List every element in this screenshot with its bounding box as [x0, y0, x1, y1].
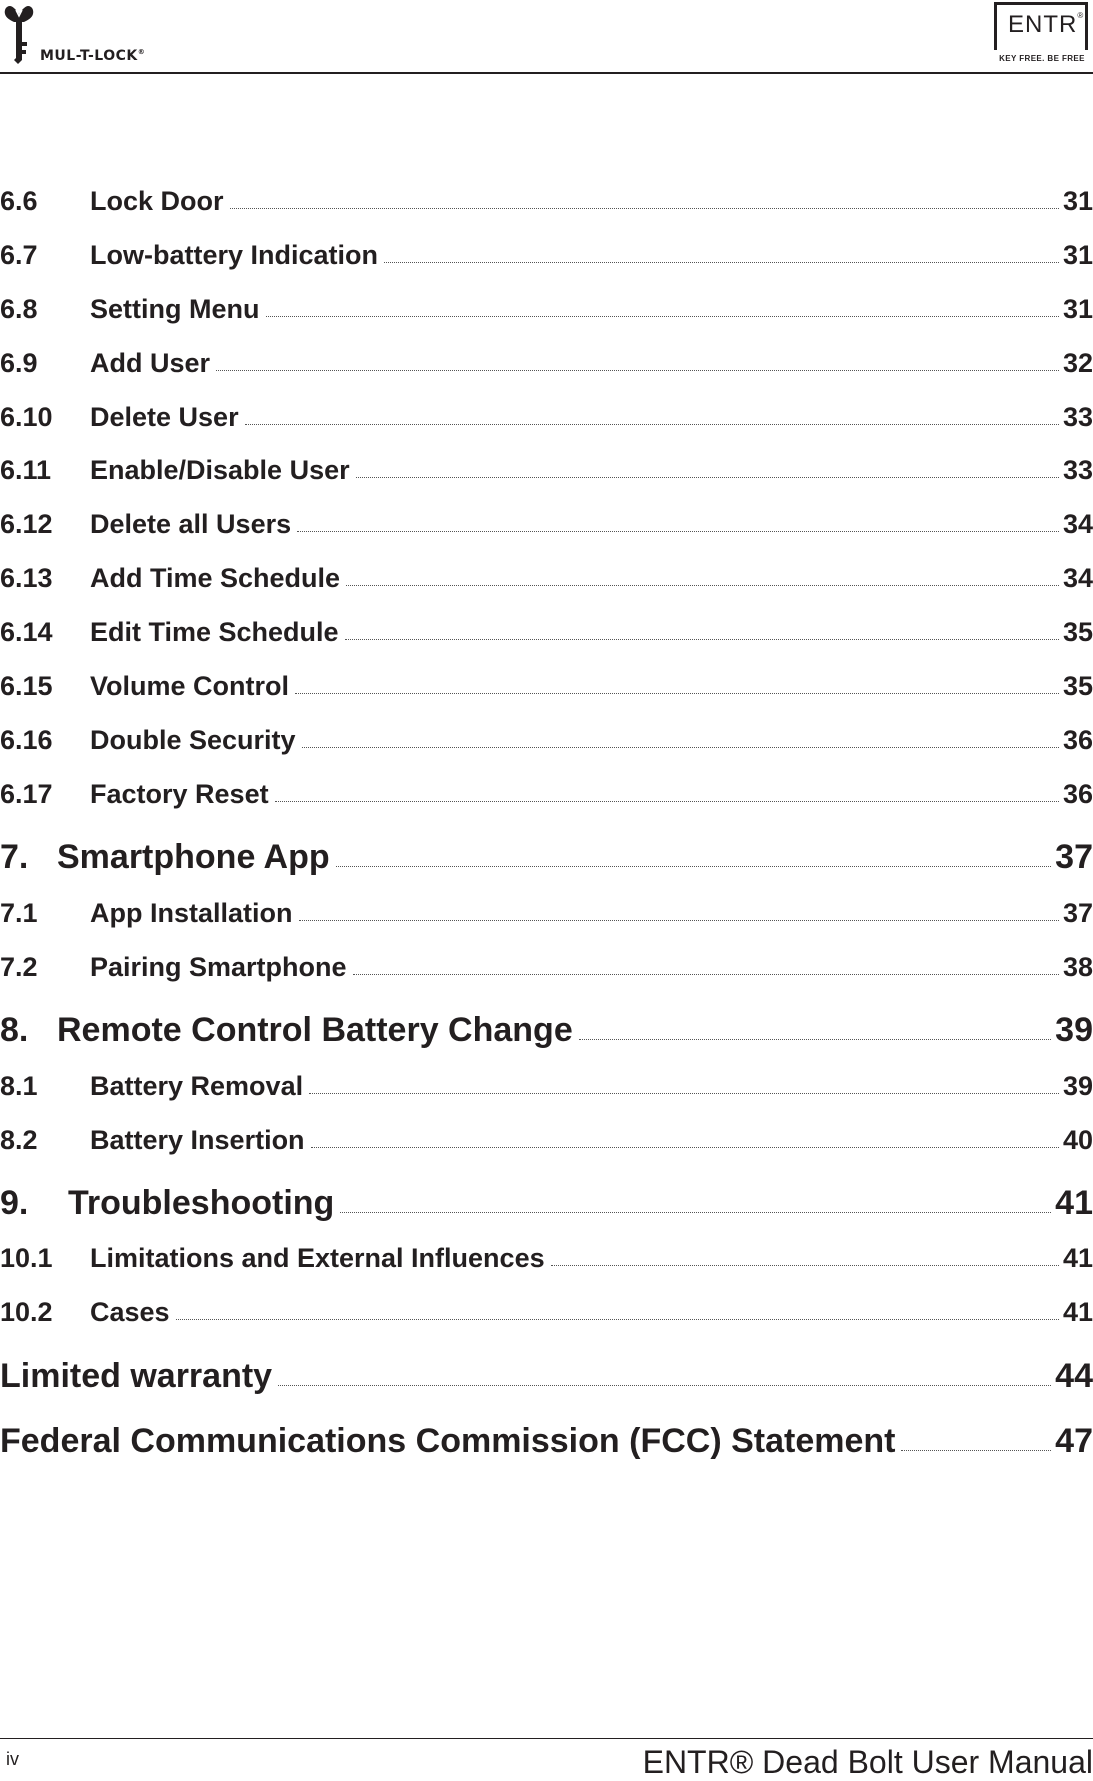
mul-t-lock-logo: [2, 2, 172, 66]
toc-page: 34: [1062, 563, 1093, 593]
toc-leader: [230, 207, 1059, 209]
toc-number: 6.12: [0, 509, 53, 539]
toc-leader: [311, 1146, 1059, 1148]
toc-number: 6.9: [0, 348, 38, 378]
toc-number: 6.7: [0, 240, 38, 270]
entr-logo: [994, 0, 1092, 68]
key-icon: [2, 2, 42, 66]
toc-number: 6.14: [0, 617, 53, 647]
toc-title: Battery Insertion: [90, 1125, 305, 1155]
toc-number: 6.17: [0, 779, 53, 809]
toc-number: 10.1: [0, 1243, 53, 1273]
manual-title: ENTR® Dead Bolt User Manual: [642, 1744, 1093, 1780]
toc-title: Delete User: [90, 402, 239, 432]
toc-entry[interactable]: [0, 455, 1093, 495]
toc-page: 40: [1062, 1125, 1093, 1155]
toc-number: 6.11: [0, 455, 52, 485]
toc-leader: [346, 584, 1059, 586]
toc-page: 39: [1062, 1071, 1093, 1101]
toc-section-warranty[interactable]: [0, 1357, 1093, 1397]
toc-page: 39: [1055, 1011, 1093, 1049]
toc-page: 31: [1062, 240, 1093, 270]
toc-title: Delete all Users: [90, 509, 292, 539]
toc-title: Pairing Smartphone: [90, 952, 347, 982]
toc-entry[interactable]: [0, 186, 1093, 226]
toc-number: 9.: [0, 1184, 29, 1222]
toc-number: 8.: [0, 1011, 29, 1049]
toc-page: 41: [1062, 1297, 1093, 1327]
toc-title: Troubleshooting: [68, 1184, 335, 1222]
toc-title: Setting Menu: [90, 294, 260, 324]
toc-chapter[interactable]: [0, 1011, 1093, 1051]
toc-number: 7.2: [0, 952, 38, 982]
toc-title: Lock Door: [90, 186, 224, 216]
toc-title: Enable/Disable User: [90, 455, 350, 485]
toc-page: 37: [1055, 838, 1093, 876]
toc-number: 6.15: [0, 671, 53, 701]
toc-page: 36: [1062, 779, 1093, 809]
toc-page: 41: [1055, 1184, 1093, 1222]
toc-entry[interactable]: [0, 898, 1093, 938]
toc-chapter[interactable]: [0, 1184, 1093, 1224]
toc-number: 6.16: [0, 725, 53, 755]
toc-title: Cases: [90, 1297, 170, 1327]
toc-leader: [266, 315, 1059, 317]
toc-number: 6.10: [0, 402, 53, 432]
toc-title: Smartphone App: [57, 838, 330, 876]
toc-page: 35: [1062, 671, 1093, 701]
toc-number: 8.1: [0, 1071, 38, 1101]
toc-entry[interactable]: [0, 617, 1093, 657]
toc-leader: [901, 1449, 1051, 1451]
toc-title: Battery Removal: [90, 1071, 304, 1101]
toc-leader: [551, 1264, 1059, 1266]
toc-leader: [245, 423, 1059, 425]
toc-page: 47: [1055, 1422, 1093, 1460]
toc-page: 31: [1062, 186, 1093, 216]
toc-entry[interactable]: [0, 402, 1093, 442]
toc-entry[interactable]: [0, 294, 1093, 334]
toc-number: 8.2: [0, 1125, 38, 1155]
toc-section-fcc[interactable]: [0, 1422, 1093, 1462]
toc-title: App Installation: [90, 898, 293, 928]
toc-title: Federal Communications Commission (FCC) Statement: [0, 1422, 896, 1460]
toc-page: 33: [1062, 402, 1093, 432]
toc-page: 34: [1062, 509, 1093, 539]
toc-title: Add User: [90, 348, 211, 378]
logo-wordmark: MUL-T-LOCK®: [40, 48, 146, 64]
toc-page: 31: [1062, 294, 1093, 324]
toc-page: 33: [1062, 455, 1093, 485]
toc-entry[interactable]: [0, 1125, 1093, 1165]
toc-entry[interactable]: [0, 509, 1093, 549]
toc-page: 41: [1062, 1243, 1093, 1273]
toc-title: Factory Reset: [90, 779, 269, 809]
toc-leader: [353, 973, 1059, 975]
entr-brand: ENTR®: [1008, 11, 1085, 38]
page-number: iv: [6, 1749, 19, 1769]
toc-page: 38: [1062, 952, 1093, 982]
toc-leader: [356, 476, 1059, 478]
toc-leader: [297, 530, 1059, 532]
toc-entry[interactable]: [0, 779, 1093, 819]
toc-entry[interactable]: [0, 563, 1093, 603]
toc-page: 37: [1062, 898, 1093, 928]
toc-page: 32: [1062, 348, 1093, 378]
toc-leader: [384, 261, 1059, 263]
toc-leader: [216, 369, 1059, 371]
toc-leader: [579, 1038, 1051, 1040]
toc-entry[interactable]: [0, 671, 1093, 711]
toc-page: 44: [1055, 1357, 1093, 1395]
toc-title: Limitations and External Influences: [90, 1243, 545, 1273]
toc-page: 36: [1062, 725, 1093, 755]
toc-entry[interactable]: [0, 348, 1093, 388]
toc-entry[interactable]: [0, 952, 1093, 992]
toc-entry[interactable]: [0, 1071, 1093, 1111]
toc-chapter[interactable]: [0, 838, 1093, 878]
toc-entry[interactable]: [0, 1243, 1093, 1283]
toc-title: Edit Time Schedule: [90, 617, 339, 647]
toc-entry[interactable]: [0, 725, 1093, 765]
toc-number: 6.8: [0, 294, 38, 324]
toc-title: Volume Control: [90, 671, 289, 701]
toc-leader: [309, 1092, 1059, 1094]
toc-entry[interactable]: [0, 1297, 1093, 1337]
toc-number: 6.6: [0, 186, 38, 216]
footer-divider: [0, 1738, 1093, 1739]
toc-leader: [278, 1384, 1051, 1386]
toc-title: Remote Control Battery Change: [57, 1011, 573, 1049]
header-divider: [0, 72, 1093, 74]
toc-leader: [336, 865, 1052, 867]
toc-leader: [345, 638, 1059, 640]
toc-leader: [299, 919, 1059, 921]
toc-leader: [302, 746, 1059, 748]
toc-leader: [275, 800, 1059, 802]
toc-number: 6.13: [0, 563, 53, 593]
toc-number: 10.2: [0, 1297, 53, 1327]
toc-entry[interactable]: [0, 240, 1093, 280]
toc-number: 7.1: [0, 898, 38, 928]
toc-title: Add Time Schedule: [90, 563, 341, 593]
toc-title: Low-battery Indication: [90, 240, 379, 270]
toc-number: 7.: [0, 838, 29, 876]
toc-leader: [295, 692, 1059, 694]
toc-leader: [176, 1318, 1059, 1320]
toc-title: Limited warranty: [0, 1357, 273, 1395]
toc-page: 35: [1062, 617, 1093, 647]
toc-title: Double Security: [90, 725, 296, 755]
toc-leader: [340, 1211, 1051, 1213]
entr-tagline: KEY FREE. BE FREE: [999, 54, 1085, 63]
